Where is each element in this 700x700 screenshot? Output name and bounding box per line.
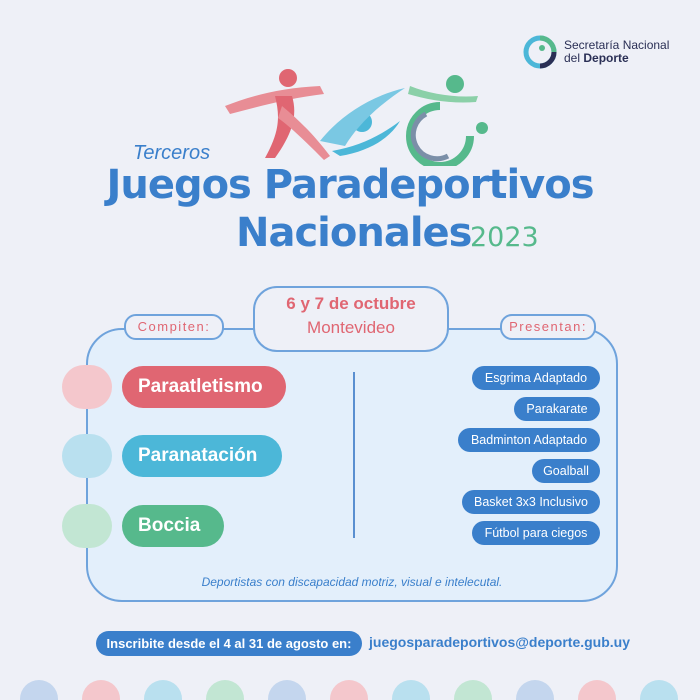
footer-dot [516, 680, 554, 700]
event-date: 6 y 7 de octubre [286, 294, 416, 313]
panel-divider [353, 372, 355, 538]
logo-text [564, 39, 669, 65]
sport-pill-paraatletismo: Paraatletismo [122, 366, 286, 408]
footer-dot [268, 680, 306, 700]
snd-logo-icon [522, 34, 558, 70]
footer-dot [392, 680, 430, 700]
title-line2: Nacionales [236, 210, 472, 256]
footer-dot [330, 680, 368, 700]
demo-pill-parakarate: Parakarate [514, 397, 600, 421]
snd-logo [522, 34, 669, 70]
footer-dot [82, 680, 120, 700]
logo-line1: Secretaría Nacional [564, 38, 670, 52]
compiten-label: Compiten: [124, 314, 224, 340]
logo-line2-bold: Deporte [583, 51, 629, 65]
footer-dot [144, 680, 182, 700]
side-dot-cyan [62, 434, 112, 478]
side-dot-red [62, 365, 112, 409]
subtitle-terceros: Terceros [133, 142, 211, 164]
presentan-label: Presentan: [500, 314, 596, 340]
logo-line2: del Deporte [564, 51, 629, 65]
demo-pill-futbol: Fútbol para ciegos [472, 521, 600, 545]
sport-pill-boccia: Boccia [122, 505, 224, 547]
demo-pill-basket: Basket 3x3 Inclusivo [462, 490, 600, 514]
registration-pill: Inscribite desde el 4 al 31 de agosto en: [96, 631, 362, 656]
footer-dot [206, 680, 244, 700]
registration-email[interactable]: juegosparadeportivos@deporte.gub.uy [369, 634, 631, 650]
footer-dot [454, 680, 492, 700]
participants-note: Deportistas con discapacidad motriz, visual e intelecutal. [201, 575, 503, 589]
decorative-dots [0, 680, 700, 700]
demo-pill-esgrima: Esgrima Adaptado [472, 366, 600, 390]
footer-dot [20, 680, 58, 700]
footer-dot [578, 680, 616, 700]
sport-pill-paranatacion: Paranatación [122, 435, 282, 477]
demo-pill-badminton: Badminton Adaptado [458, 428, 600, 452]
athlete-figures-illustration [220, 66, 500, 166]
side-dot-green [62, 504, 112, 548]
event-city: Montevideo [307, 318, 395, 337]
demo-pill-goalball: Goalball [532, 459, 600, 483]
footer-dot [640, 680, 678, 700]
title-line1: Juegos Paradeportivos [106, 162, 594, 208]
event-date-tab [253, 286, 449, 352]
title-year: 2023 [470, 222, 539, 253]
